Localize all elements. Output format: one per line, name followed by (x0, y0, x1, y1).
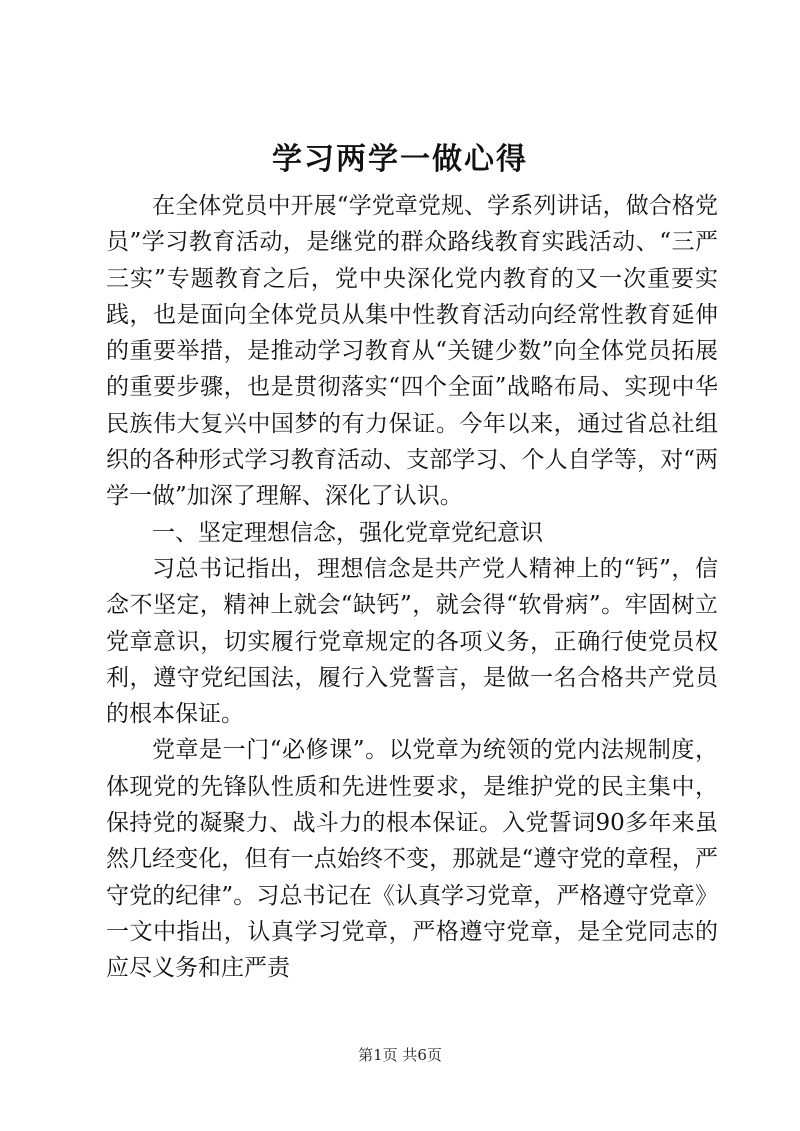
page-number-label: 第1页 共6页 (358, 1046, 442, 1064)
document-title: 学习两学一做心得 (272, 142, 528, 177)
paragraph-ideals: 习总书记指出，理想信念是共产党人精神上的“钙”，信念不坚定，精神上就会“缺钙”，就会得“软骨病”。牢固树立党章意识，切实履行党章规定的各项义务，正确行使党员权利，遵守党纪国法，履行入党誓言，是做一名合格共产党员的根本保证。 (106, 555, 718, 728)
paragraph-intro: 在全体党员中开展“学党章党规、学系列讲话，做合格党员”学习教育活动，是继党的群众路线教育实践活动、“三严三实”专题教育之后，党中央深化党内教育的又一次重要实践，也是面向全体党员从集中性教育活动向经常性教育延伸的重要举措，是推动学习教育从“关键少数”向全体党员拓展的重要步骤，也是贯彻落实“四个全面”战略布局、实现中华民族伟大复兴中国梦的有力保证。今年以来，通过省总社组织的各种形式学习教育活动、支部学习、个人自学等，对“两学一做”加深了理解、深化了认识。 (106, 193, 718, 510)
paragraph-party-constitution: 党章是一门“必修课”。以党章为统领的党内法规制度，体现党的先锋队性质和先进性要求，是维护党的民主集中，保持党的凝聚力、战斗力的根本保证。入党誓词90多年来虽然几经变化，但有一点始终不变，那就是“遵守党的章程，严守党的纪律”。习总书记在《认真学习党章，严格遵守党章》一文中指出，认真学习党章，严格遵守党章，是全党同志的应尽义务和庄严责 (106, 737, 718, 982)
document-body (106, 188, 718, 987)
section-heading-1: 一、坚定理想信念，强化党章党纪意识 (152, 519, 543, 546)
page-footer (0, 1044, 800, 1066)
